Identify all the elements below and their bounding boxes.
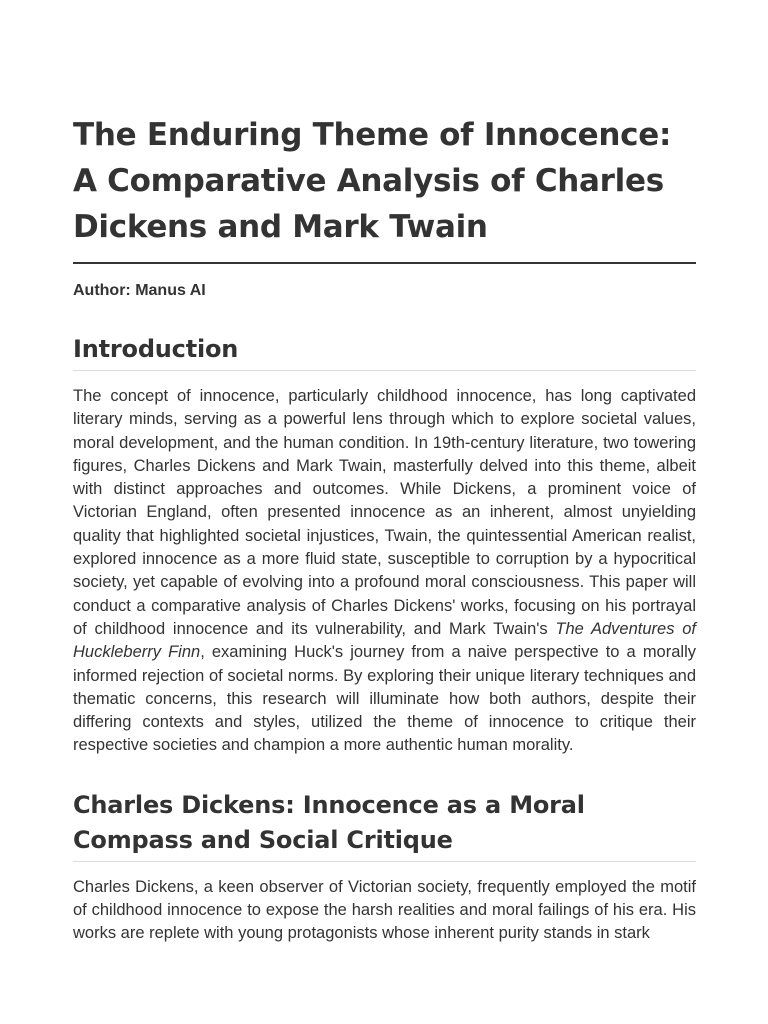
- book-title-huckleberry-finn: The Adventures of Huckleberry Finn: [73, 619, 696, 662]
- document-page: [73, 112, 696, 946]
- introduction-text-part2: , examining Huck's journey from a naive perspective to a morally informed rejection of societal norms. By exploring their unique literary techniques and thematic concerns, this research will illuminate how both authors, despite their differing contexts and styles, utilized the theme of innocence to critique their respective societies and champion a more authentic human morality.: [73, 643, 696, 755]
- document-title: The Enduring Theme of Innocence: A Comparative Analysis of Charles Dickens and Mark Twain: [73, 112, 696, 264]
- section-heading-dickens: Charles Dickens: Innocence as a Moral Compass and Social Critique: [73, 788, 696, 862]
- author-line: Author: Manus AI: [73, 282, 206, 299]
- dickens-paragraph: Charles Dickens, a keen observer of Victorian society, frequently employed the motif of childhood innocence to expose the harsh realities and moral failings of his era. His works are replete with young protagonists whose inherent purity stands in stark: [73, 877, 696, 943]
- introduction-paragraph: [73, 385, 696, 758]
- introduction-text-part1: The concept of innocence, particularly childhood innocence, has long captivated literary minds, serving as a powerful lens through which to explore societal values, moral development, and the human condition. In 19th-century literature, two towering figures, Charles Dickens and Mark Twain, masterfully delved into this theme, albeit with distinct approaches and outcomes. While Dickens, a prominent voice of Victorian England, often presented innocence as an inherent, almost unyielding quality that highlighted societal injustices, Twain, the quintessential American realist, explored innocence as a more fluid state, susceptible to corruption by a hypocritical society, yet capable of evolving into a profound moral consciousness. This paper will conduct a comparative analysis of Charles Dickens' works, focusing on his portrayal of childhood innocence and its vulnerability, and Mark Twain's: [73, 387, 696, 638]
- section-heading-introduction: Introduction: [73, 332, 696, 371]
